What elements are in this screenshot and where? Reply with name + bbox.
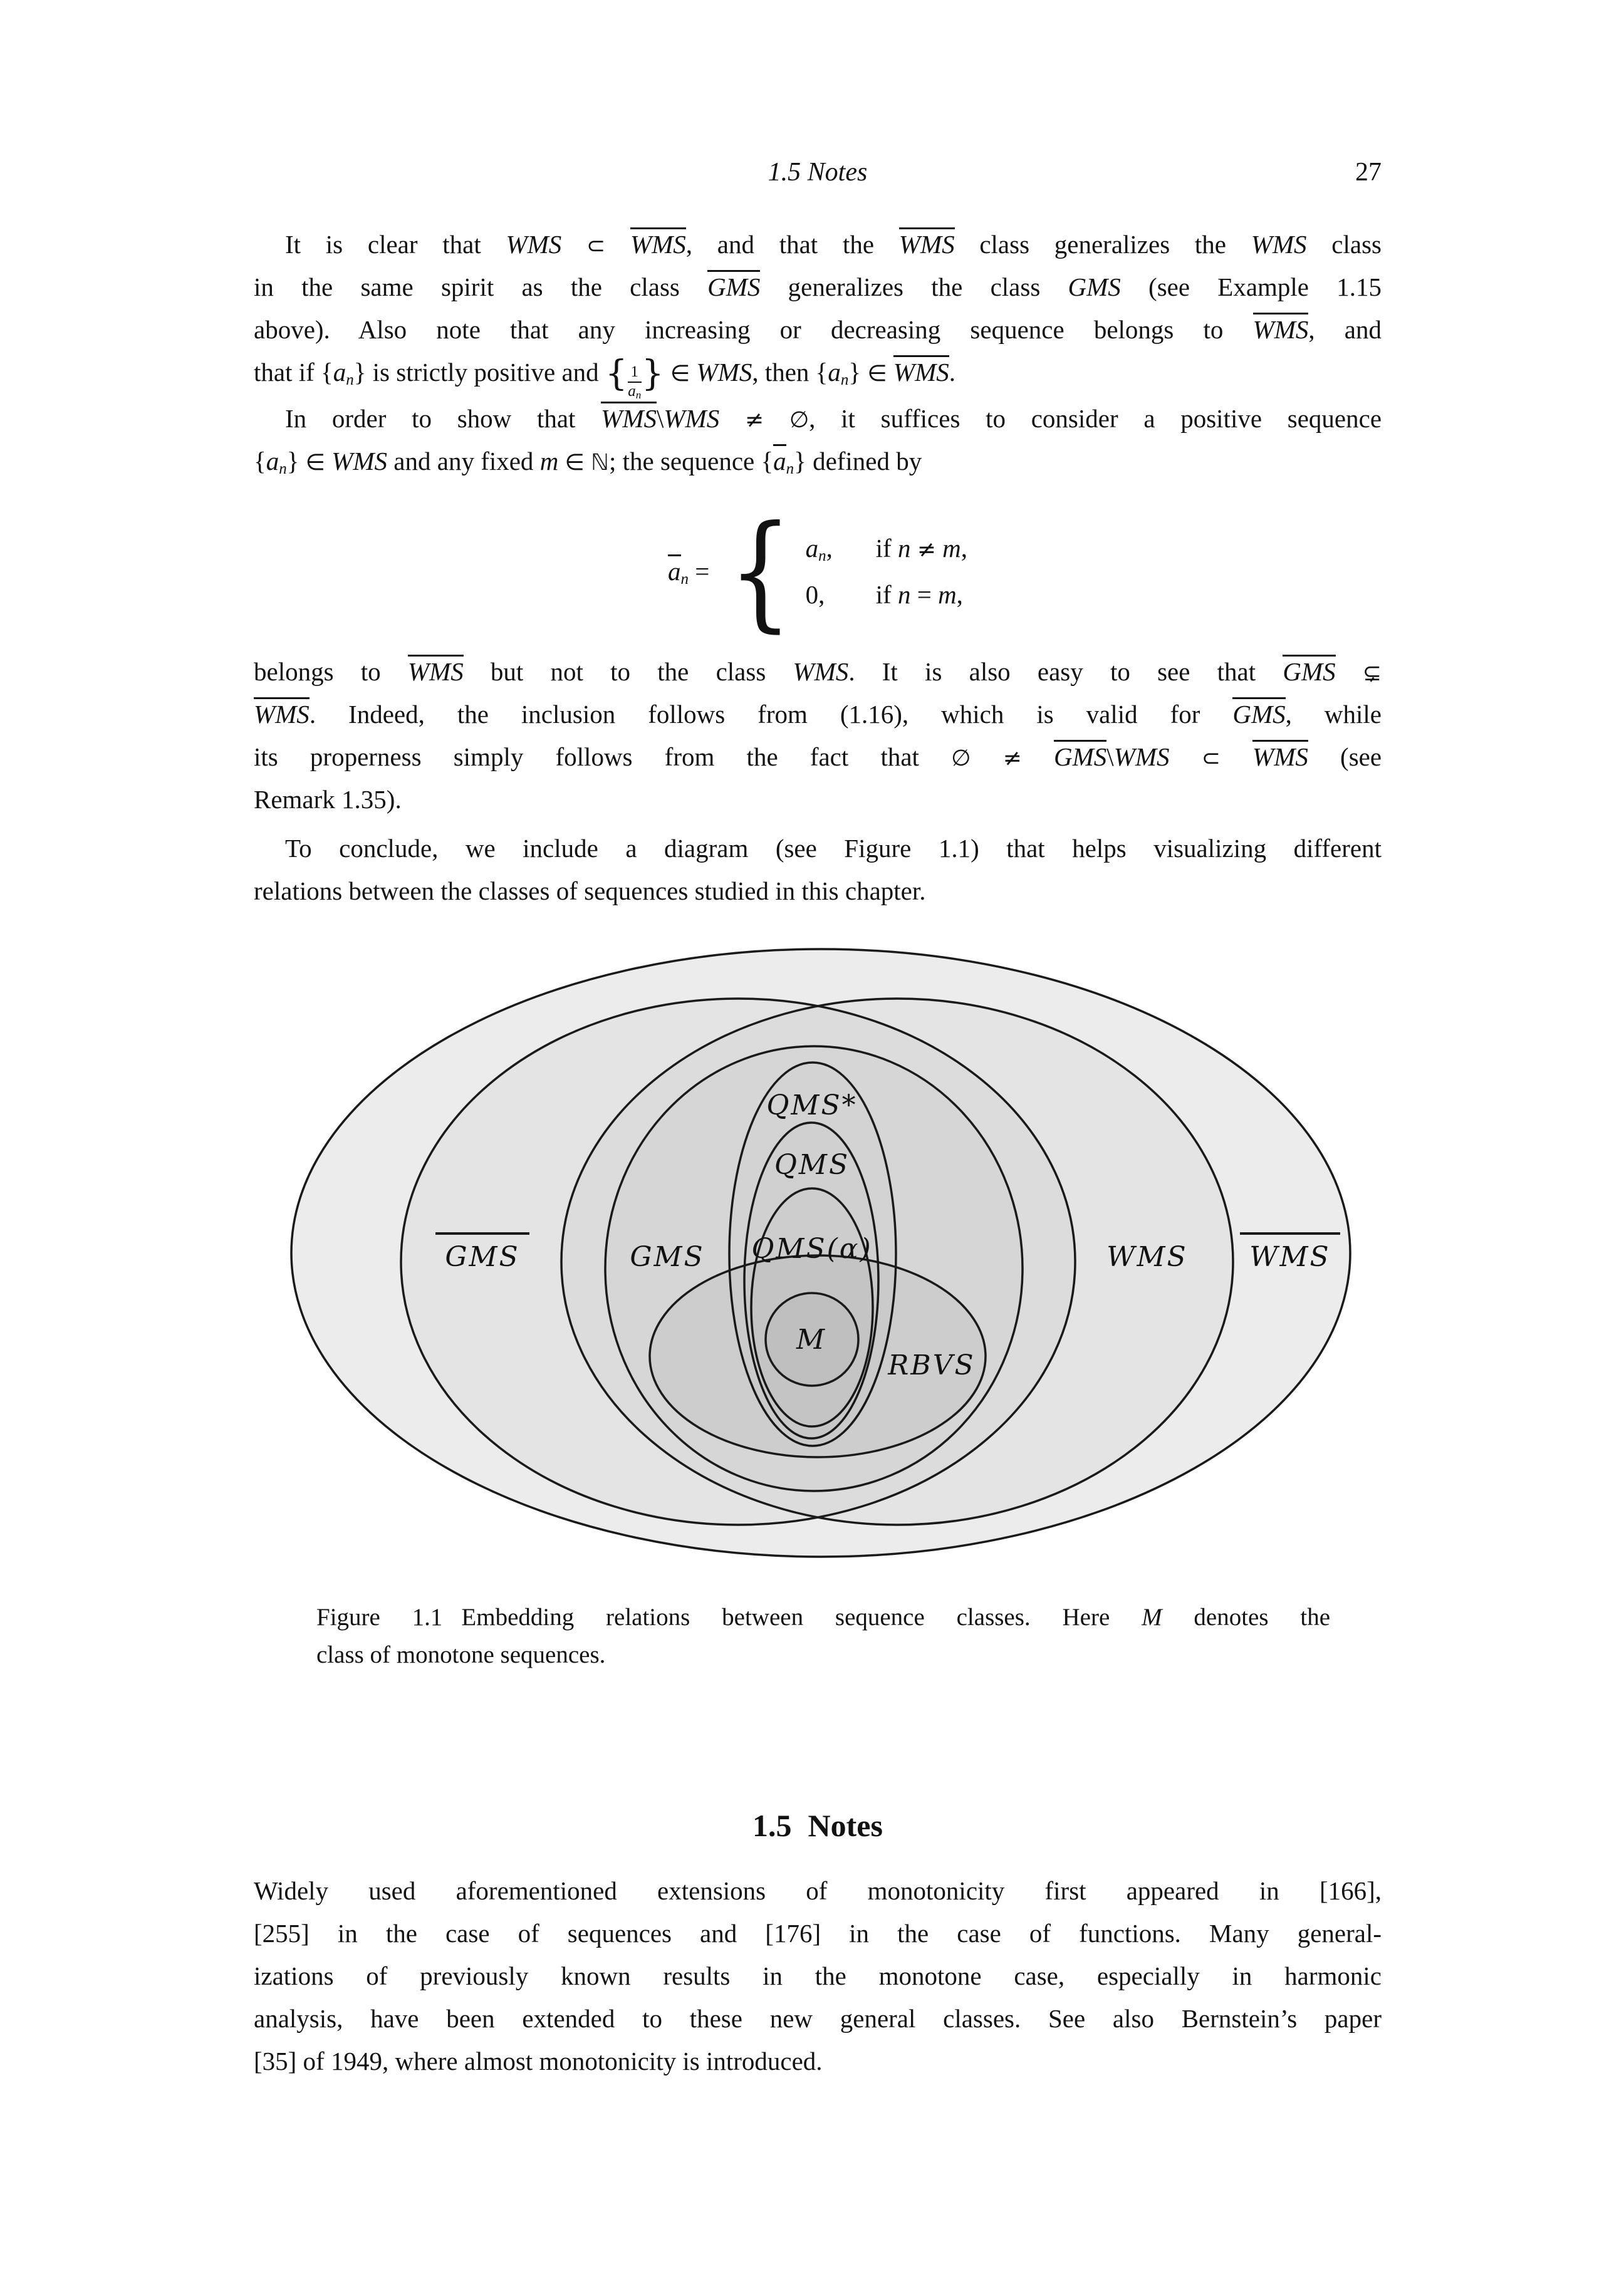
text-segment: ℕ [591,450,609,475]
text-segment: (see [1308,742,1382,771]
text-segment: GMS [1232,697,1285,728]
figure-set-label-7: WMS [1106,1241,1188,1273]
text-segment: WMS [893,355,949,386]
text-segment: Notes [808,1808,883,1843]
equation-lhs [668,554,709,588]
inline-fraction: $\frac{1}{an}$ [628,363,642,401]
text-segment: } is strictly positive and [353,358,605,387]
figure-set-label-2: QMS* [766,1089,858,1121]
text-segment [719,404,745,433]
text-segment: class generalizes the [954,230,1251,259]
text-segment [910,534,917,563]
text-segment: above). Also note that any increasing or decreasing sequence belongs to [254,315,1253,344]
cases-brace: { [729,498,793,645]
text-line [254,223,1382,266]
text-segment [605,230,630,259]
text-segment: ∈ [670,361,690,387]
text-segment: in the same spirit as the class [254,273,708,301]
text-line [254,440,1382,482]
text-segment: = [910,580,939,609]
text-segment: , and [1308,315,1382,344]
text-segment: } [286,447,306,475]
text-segment: n [897,534,911,563]
text-segment [561,230,586,259]
text-segment: WMS [793,657,849,686]
text-segment: class of monotone sequences. [316,1641,606,1668]
case-row [806,571,967,618]
text-segment: n [786,460,794,477]
text-segment: WMS [331,447,388,475]
text-segment: denotes the [1162,1604,1331,1631]
text-segment: It is clear that [285,230,506,259]
text-segment: a [333,358,346,387]
text-segment: . It is also easy to see that [848,657,1283,686]
case-condition [876,525,967,571]
text-segment: a [668,554,681,585]
text-segment: ⊊ [1362,660,1382,686]
text-segment: n [818,548,826,564]
text-segment: WMS [664,404,720,433]
text-segment: WMS [1251,230,1307,259]
text-segment: , while [1285,700,1382,729]
text-segment: , and that the [685,230,899,259]
text-segment [1022,742,1054,771]
text-line [254,650,1382,693]
text-segment: a [805,534,819,563]
text-segment: its properness simply follows from the fact that [254,742,952,771]
text-segment [764,404,789,433]
text-segment [325,447,331,475]
text-segment: Widely used aforementioned extensions of monotonicity first appeared in [166], [254,1876,1382,1905]
text-line [254,1912,1382,1955]
text-segment: m [942,534,961,563]
figure-set-label-4: QMS(α) [751,1233,873,1265]
text-segment: ; the sequence { [608,447,774,475]
text-segment [971,742,1002,771]
text-segment: ∈ [565,450,585,475]
paragraph [254,827,1382,912]
text-segment: , [960,534,967,563]
case-row [806,525,967,571]
text-line [254,735,1382,778]
text-segment [690,358,696,387]
text-segment: n [346,371,354,388]
figure-caption [316,1599,1330,1674]
text-line [254,1997,1382,2040]
running-head [254,155,1382,189]
text-segment: ≠ [744,407,764,433]
text-segment: WMS [601,402,657,432]
text-segment: { [254,447,266,475]
text-segment: ∈ [867,361,887,387]
text-segment: n [279,460,287,477]
figure-set-label-1: GMS [630,1241,705,1273]
text-segment: if [875,580,898,609]
text-line [254,1955,1382,1997]
text-segment: belongs to [254,657,408,686]
text-line [254,693,1382,735]
text-segment: WMS [696,358,752,387]
paragraph [254,397,1382,482]
text-segment [558,447,565,475]
text-segment: GMS [707,270,760,301]
text-segment: a [773,444,786,475]
section-heading [254,1803,1382,1848]
text-segment: and any fixed [387,447,540,475]
text-line [254,1869,1382,1912]
text-segment: , it suffices to consider a positive sequence [809,404,1382,433]
text-segment: m [539,447,559,475]
text-line [254,778,1382,821]
text-segment: ∈ [305,450,325,475]
text-line [316,1636,1330,1674]
text-segment: but not to the class [463,657,793,686]
text-segment: WMS [899,227,955,258]
text-segment: WMS [1113,742,1170,771]
text-line [254,397,1382,440]
page-number: 27 [1355,158,1382,187]
text-segment: 0, [805,580,825,609]
text-segment: WMS [408,655,464,685]
text-segment: Remark 1.35). [254,785,402,814]
text-segment: ≠ [917,537,936,563]
text-line [316,1599,1330,1636]
text-segment: . [949,358,955,387]
display-equation [254,498,1382,645]
text-segment: ⊂ [586,233,606,259]
text-segment: that if { [254,358,333,387]
text-segment: , then { [752,358,828,387]
text-segment: relations between the classes of sequences studied in this chapter. [254,876,926,905]
text-segment: GMS [1068,273,1121,301]
text-segment: , [826,534,833,563]
paragraph [254,1869,1382,2082]
paragraph [254,223,1382,401]
text-segment [1221,742,1252,771]
text-line [254,351,1382,401]
text-segment [936,534,942,563]
text-segment: a [828,358,841,387]
text-segment [585,447,591,475]
text-segment: . Indeed, the inclusion follows from (1.16), which is valid for [309,700,1233,729]
text-line [254,827,1382,870]
text-line [254,2040,1382,2082]
text-segment: M [1142,1604,1162,1631]
text-segment [1336,657,1363,686]
text-segment: (see Example 1.15 [1120,273,1382,301]
text-segment: n [840,371,849,388]
text-segment: ⊂ [1201,745,1221,771]
text-segment: } defined by [794,447,922,475]
text-segment: 1.5 [752,1808,792,1843]
text-segment: a [266,447,279,475]
text-line [254,308,1382,351]
figure-set-label-6: RBVS [888,1349,976,1381]
figure-set-label-3: QMS [774,1149,850,1181]
figure-set-label-0: GMS [445,1241,520,1273]
text-segment: class [1306,230,1382,259]
case-value [806,571,876,618]
text-segment: = [689,557,710,586]
text-segment: ∅ [789,407,809,433]
text-segment: { [605,353,628,394]
figure-set-label-5: M [796,1324,827,1356]
text-segment: WMS [630,227,686,258]
case-value [806,525,876,571]
text-segment: Embedding relations between sequence classes. Here [461,1604,1142,1631]
text-segment: } [848,358,868,387]
running-head-title: 1.5 Notes [768,158,868,187]
case-condition [876,571,963,618]
text-segment [887,358,893,387]
text-segment: WMS [1253,313,1309,343]
text-segment [664,358,670,387]
text-segment: Figure 1.1 [316,1604,443,1631]
text-segment: ∅ [951,745,971,771]
text-segment: \ [1106,742,1114,771]
equation-cases [806,525,967,618]
figure-set-label-8: WMS [1249,1241,1331,1273]
text-segment: m [938,580,957,609]
text-segment: [255] in the case of sequences and [176] in the case of functions. Many general- [254,1919,1382,1948]
text-segment: To conclude, we include a diagram (see Figure 1.1) that helps visualizing different [285,834,1382,863]
text-segment: \ [656,404,664,433]
text-segment: GMS [1283,655,1335,685]
figure-embedding-diagram [251,940,1378,1579]
text-segment: [35] of 1949, where almost monotonicity is introduced. [254,2047,823,2075]
text-segment: WMS [1252,740,1308,771]
text-segment: , [956,580,963,609]
text-segment: } [642,353,664,394]
text-segment: analysis, have been extended to these new general classes. See also Bernstein’s paper [254,2004,1382,2033]
text-segment [1170,742,1202,771]
text-line [254,870,1382,912]
paragraph [254,650,1382,821]
text-line [254,266,1382,308]
text-segment: ≠ [1002,745,1022,771]
text-segment: izations of previously known results in the monotone case, especially in harmonic [254,1961,1382,1990]
text-segment: WMS [254,697,310,728]
text-segment: if [875,534,898,563]
text-segment: GMS [1054,740,1106,771]
text-segment: n [897,580,911,609]
text-segment: generalizes the class [760,273,1068,301]
text-segment: n [680,571,689,588]
text-segment: In order to show that [285,404,601,433]
text-segment: WMS [506,230,562,259]
